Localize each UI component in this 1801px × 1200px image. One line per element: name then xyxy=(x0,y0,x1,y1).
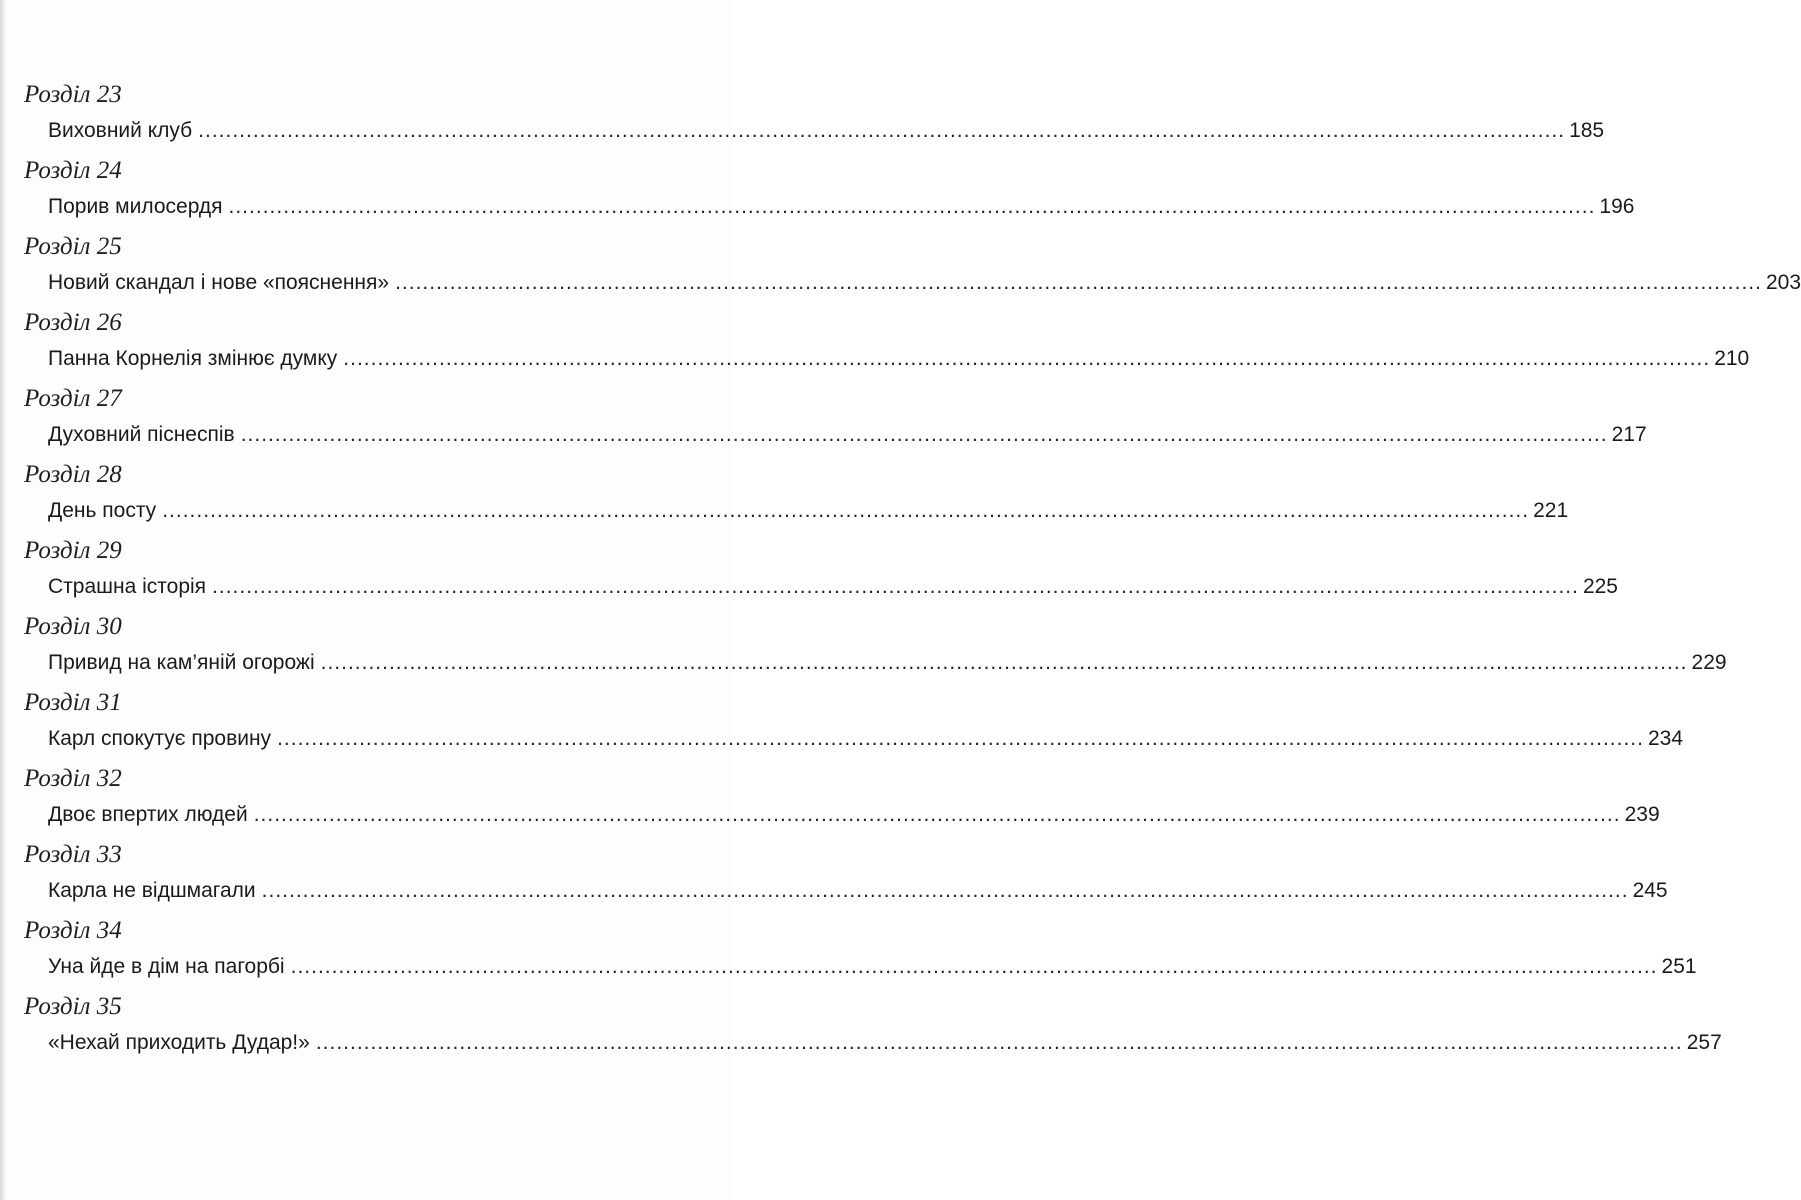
toc-line xyxy=(48,1026,1722,1060)
dot-leader: ........................................................................................................................................................................................................ xyxy=(290,955,1658,978)
dot-leader: ........................................................................................................................................................................................................ xyxy=(395,271,1762,294)
toc-entry-25 xyxy=(0,232,1801,308)
toc-entry-30 xyxy=(0,612,1727,688)
page-number: 234 xyxy=(1647,727,1684,750)
toc-line xyxy=(48,342,1750,376)
toc-line xyxy=(48,798,1660,832)
toc-line xyxy=(48,418,1647,452)
toc-entry-27 xyxy=(0,384,1647,460)
toc-line xyxy=(48,494,1569,528)
chapter-title: Двоє впертих людей xyxy=(48,803,248,826)
page-number: 257 xyxy=(1686,1031,1722,1054)
dot-leader: ........................................................................................................................................................................................................ xyxy=(343,347,1711,370)
dot-leader: ........................................................................................................................................................................................................ xyxy=(212,575,1579,598)
toc-line xyxy=(48,722,1684,756)
chapter-title: Порив милосердя xyxy=(48,195,223,218)
toc-line xyxy=(48,266,1801,300)
page-number: 203 xyxy=(1765,271,1801,294)
page-number: 229 xyxy=(1691,651,1727,674)
chapter-title: Новий скандал і нове «пояснення» xyxy=(48,271,390,294)
page-number: 225 xyxy=(1582,575,1618,598)
chapter-heading: Розділ 27 xyxy=(24,385,122,412)
chapter-heading: Розділ 30 xyxy=(24,613,122,640)
dot-leader: ........................................................................................................................................................................................................ xyxy=(261,879,1629,902)
dot-leader: ........................................................................................................................................................................................................ xyxy=(277,727,1644,750)
page-number: 217 xyxy=(1611,423,1647,446)
chapter-title: «Нехай приходить Дудар!» xyxy=(48,1031,310,1054)
toc-entry-26 xyxy=(0,308,1750,384)
chapter-title: Духовний піснеспів xyxy=(48,423,235,446)
chapter-heading: Розділ 34 xyxy=(24,917,122,944)
chapter-title: Панна Корнелія змінює думку xyxy=(48,347,338,370)
toc-line xyxy=(48,114,1605,148)
page-number: 196 xyxy=(1599,195,1635,218)
toc-line xyxy=(48,874,1668,908)
chapter-title: День посту xyxy=(48,499,157,522)
chapter-heading: Розділ 28 xyxy=(24,461,122,488)
chapter-title: Уна йде в дім на пагорбі xyxy=(48,955,285,978)
chapter-title: Карла не відшмагали xyxy=(48,879,256,902)
page-number: 239 xyxy=(1624,803,1660,826)
chapter-title: Страшна історія xyxy=(48,575,207,598)
chapter-title: Виховний клуб xyxy=(48,119,193,142)
toc-entry-28 xyxy=(0,460,1569,536)
dot-leader: ........................................................................................................................................................................................................ xyxy=(320,651,1688,674)
chapter-heading: Розділ 29 xyxy=(24,537,122,564)
page-number: 185 xyxy=(1569,119,1605,142)
table-of-contents xyxy=(0,80,1801,1068)
chapter-title: Карл спокутує провину xyxy=(48,727,272,750)
toc-line xyxy=(48,190,1635,224)
page-number: 251 xyxy=(1661,955,1697,978)
chapter-heading: Розділ 33 xyxy=(24,841,122,868)
toc-entry-34 xyxy=(0,916,1697,992)
dot-leader: ........................................................................................................................................................................................................ xyxy=(198,119,1566,142)
dot-leader: ........................................................................................................................................................................................................ xyxy=(253,803,1621,826)
toc-entry-24 xyxy=(0,156,1635,232)
chapter-heading: Розділ 32 xyxy=(24,765,122,792)
chapter-heading: Розділ 25 xyxy=(24,233,122,260)
chapter-heading: Розділ 26 xyxy=(24,309,122,336)
page-number: 221 xyxy=(1533,499,1569,522)
toc-entry-32 xyxy=(0,764,1660,840)
toc-line xyxy=(48,950,1697,984)
toc-entry-29 xyxy=(0,536,1618,612)
dot-leader: ........................................................................................................................................................................................................ xyxy=(162,499,1530,522)
dot-leader: ........................................................................................................................................................................................................ xyxy=(228,195,1596,218)
chapter-heading: Розділ 31 xyxy=(24,689,122,716)
toc-entry-35 xyxy=(0,992,1722,1068)
chapter-title: Привид на кам’яній огорожі xyxy=(48,651,315,674)
chapter-heading: Розділ 24 xyxy=(24,157,122,184)
dot-leader: ........................................................................................................................................................................................................ xyxy=(240,423,1608,446)
dot-leader: ........................................................................................................................................................................................................ xyxy=(315,1031,1683,1054)
page-number: 245 xyxy=(1632,879,1668,902)
toc-line xyxy=(48,646,1727,680)
toc-entry-31 xyxy=(0,688,1684,764)
chapter-heading: Розділ 23 xyxy=(24,81,122,108)
toc-entry-23 xyxy=(0,80,1605,156)
chapter-heading: Розділ 35 xyxy=(24,993,122,1020)
page-number: 210 xyxy=(1714,347,1750,370)
toc-line xyxy=(48,570,1618,604)
toc-entry-33 xyxy=(0,840,1668,916)
